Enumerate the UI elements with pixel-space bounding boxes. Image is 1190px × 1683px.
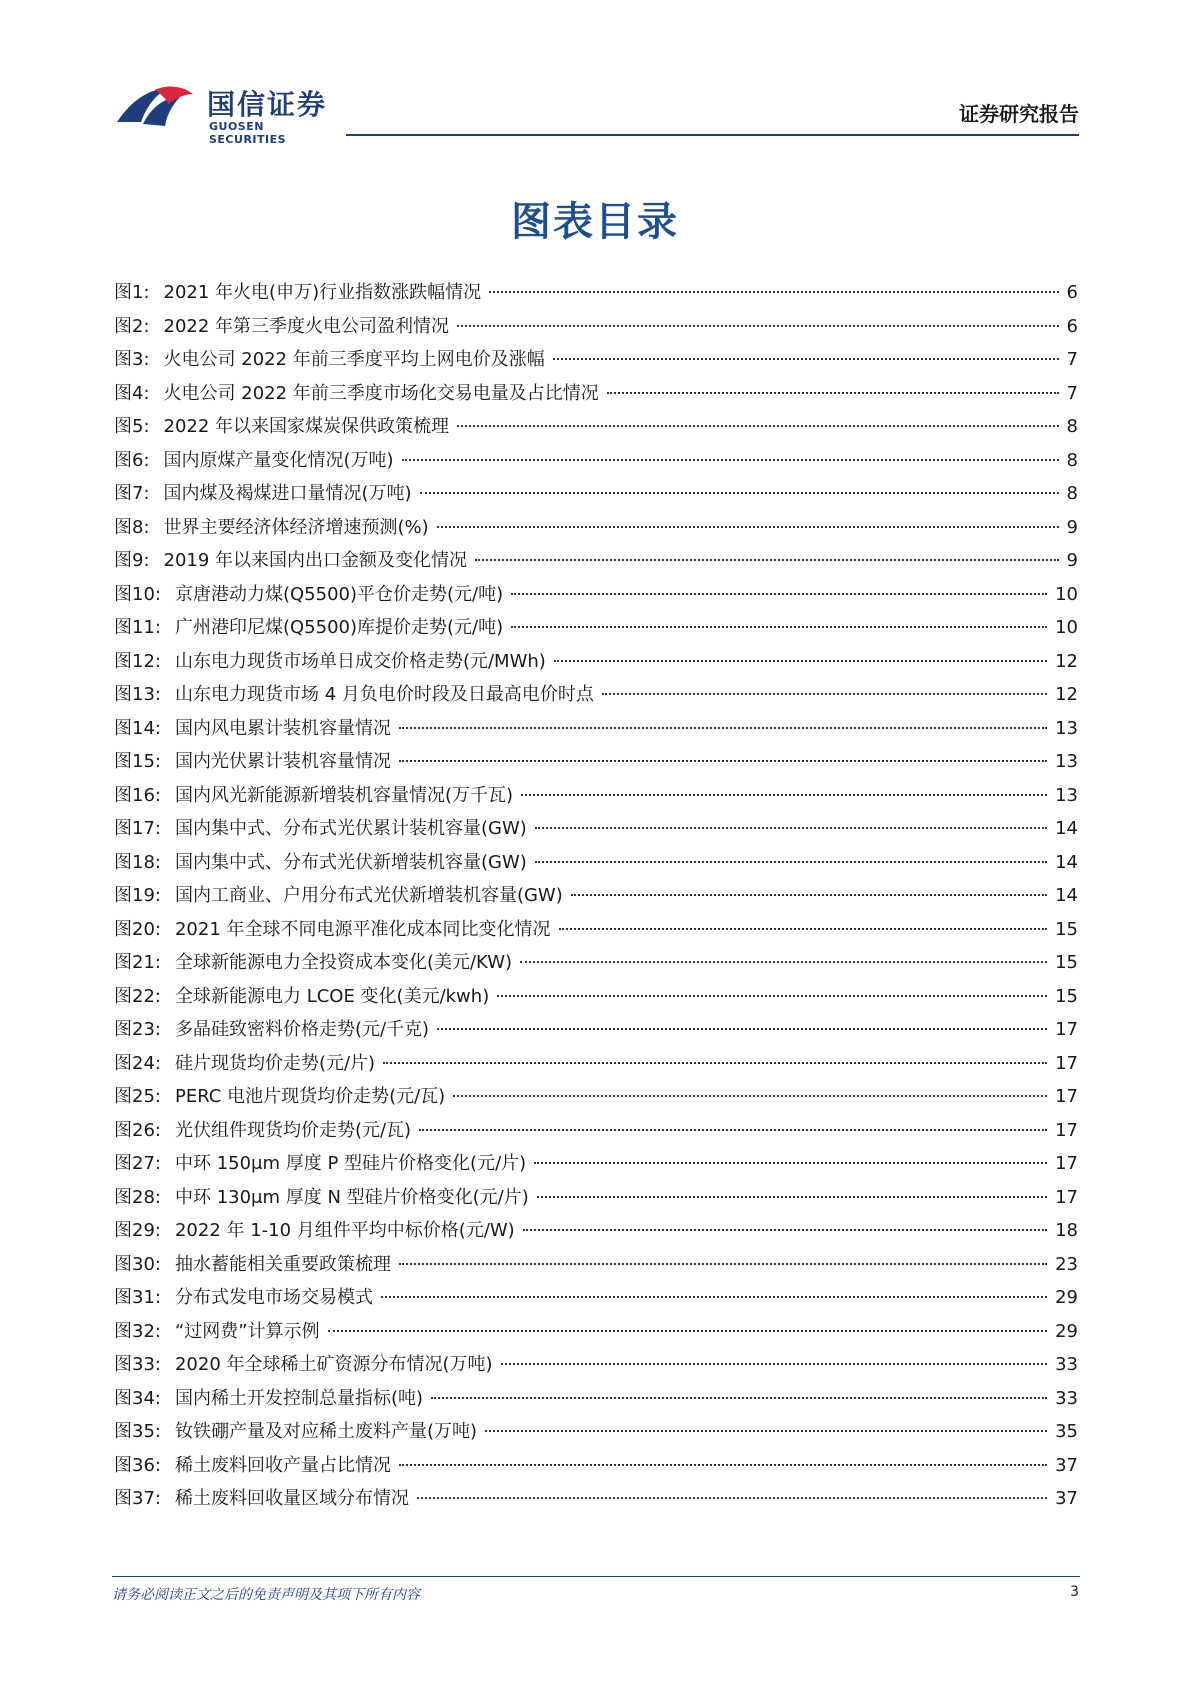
toc-page-number: 37 xyxy=(1055,1454,1078,1476)
report-type-label: 证券研究报告 xyxy=(959,102,1079,126)
toc-entry[interactable] xyxy=(114,747,1078,781)
toc-figure-number: 图14: xyxy=(114,717,161,739)
toc-figure-title: 山东电力现货市场 4 月负电价时段及日最高电价时点 xyxy=(174,684,594,705)
toc-page-number: 14 xyxy=(1055,818,1078,839)
toc-page-number: 17 xyxy=(1055,1153,1078,1174)
toc-leader-dots xyxy=(535,861,1047,863)
toc-entry[interactable] xyxy=(114,446,1078,480)
toc-figure-title: 山东电力现货市场单日成交价格走势(元/MWh) xyxy=(174,650,546,672)
toc-figure-title: “过网费”计算示例 xyxy=(174,1320,320,1342)
toc-figure-title: 国内煤及褐煤进口量情况(万吨) xyxy=(163,483,412,504)
toc-figure-title: 国内集中式、分布式光伏累计装机容量(GW) xyxy=(174,818,527,839)
toc-figure-title: 2022 年 1-10 月组件平均中标价格(元/W) xyxy=(174,1220,515,1241)
toc-leader-dots xyxy=(328,1330,1047,1332)
toc-leader-dots xyxy=(475,559,1058,561)
toc-page-number: 18 xyxy=(1055,1220,1078,1241)
toc-page-number: 33 xyxy=(1055,1387,1078,1409)
toc-page-number: 37 xyxy=(1055,1488,1078,1509)
toc-leader-dots xyxy=(553,358,1059,360)
toc-figure-title: 国内原煤产量变化情况(万吨) xyxy=(163,449,394,471)
toc-page-number: 7 xyxy=(1066,349,1078,370)
toc-figure-title: 广州港印尼煤(Q5500)库提价走势(元/吨) xyxy=(174,617,504,638)
toc-page-number: 14 xyxy=(1055,885,1078,906)
toc-entry[interactable] xyxy=(114,848,1078,882)
footer-disclaimer: 请务必阅读正文之后的免责声明及其项下所有内容 xyxy=(112,1587,420,1603)
toc-entry[interactable] xyxy=(114,1116,1078,1150)
toc-leader-dots xyxy=(399,1263,1047,1265)
toc-figure-number: 图17: xyxy=(114,818,161,839)
toc-leader-dots xyxy=(521,794,1047,796)
toc-entry[interactable] xyxy=(114,1417,1078,1451)
toc-figure-number: 图22: xyxy=(114,985,161,1007)
toc-entry[interactable] xyxy=(114,1082,1078,1116)
toc-figure-number: 图5: xyxy=(114,416,150,437)
toc-page-number: 12 xyxy=(1055,684,1078,705)
toc-entry[interactable] xyxy=(114,948,1078,982)
toc-figure-number: 图16: xyxy=(114,784,161,806)
toc-leader-dots xyxy=(419,1129,1047,1131)
toc-page-number: 17 xyxy=(1055,1119,1078,1141)
toc-page-number: 15 xyxy=(1055,985,1078,1007)
toc-entry[interactable] xyxy=(114,1049,1078,1083)
toc-figure-title: 光伏组件现货均价走势(元/瓦) xyxy=(174,1119,412,1141)
toc-figure-title: 2021 年全球不同电源平准化成本同比变化情况 xyxy=(174,918,551,940)
toc-page-number: 23 xyxy=(1055,1253,1078,1275)
toc-entry[interactable] xyxy=(114,1183,1078,1217)
toc-figure-title: 2019 年以来国内出口金额及变化情况 xyxy=(163,550,468,571)
toc-figure-number: 图32: xyxy=(114,1320,161,1342)
toc-figure-number: 图12: xyxy=(114,650,161,672)
page-number: 3 xyxy=(1070,1584,1079,1600)
toc-leader-dots xyxy=(457,325,1058,327)
toc-entry[interactable] xyxy=(114,781,1078,815)
toc-figure-number: 图24: xyxy=(114,1052,161,1074)
toc-entry[interactable] xyxy=(114,1149,1078,1183)
toc-entry[interactable] xyxy=(114,680,1078,714)
toc-leader-dots xyxy=(437,526,1059,528)
toc-figure-title: 中环 130μm 厚度 N 型硅片价格变化(元/片) xyxy=(174,1186,529,1208)
toc-figure-title: 全球新能源电力 LCOE 变化(美元/kwh) xyxy=(174,985,490,1007)
toc-leader-dots xyxy=(399,727,1047,729)
toc-figure-number: 图1: xyxy=(114,282,150,303)
toc-page-number: 13 xyxy=(1055,751,1078,772)
toc-leader-dots xyxy=(431,1397,1047,1399)
toc-entry[interactable] xyxy=(114,915,1078,949)
footer-divider xyxy=(112,1576,1080,1577)
toc-figure-number: 图34: xyxy=(114,1387,161,1409)
toc-entry[interactable] xyxy=(114,1283,1078,1317)
toc-figure-number: 图23: xyxy=(114,1019,161,1040)
toc-leader-dots xyxy=(457,425,1058,427)
guosen-logo-mark-icon xyxy=(115,82,205,132)
toc-figure-number: 图7: xyxy=(114,483,150,504)
toc-entry[interactable] xyxy=(114,412,1078,446)
toc-entry[interactable] xyxy=(114,479,1078,513)
toc-page-number: 17 xyxy=(1055,1052,1078,1074)
toc-page-number: 15 xyxy=(1055,952,1078,973)
toc-leader-dots xyxy=(523,1229,1047,1231)
toc-figure-number: 图28: xyxy=(114,1186,161,1208)
toc-leader-dots xyxy=(383,1062,1047,1064)
toc-figure-title: 国内稀土开发控制总量指标(吨) xyxy=(174,1387,424,1409)
toc-figure-number: 图15: xyxy=(114,751,161,772)
toc-leader-dots xyxy=(501,1363,1048,1365)
toc-figure-number: 图21: xyxy=(114,952,161,973)
toc-figure-title: 2020 年全球稀土矿资源分布情况(万吨) xyxy=(174,1354,493,1375)
toc-figure-title: 分布式发电市场交易模式 xyxy=(174,1287,373,1308)
toc-page-number: 33 xyxy=(1055,1354,1078,1375)
toc-figure-number: 图27: xyxy=(114,1153,161,1174)
toc-figure-number: 图20: xyxy=(114,918,161,940)
toc-page-number: 17 xyxy=(1055,1086,1078,1107)
toc-entry[interactable] xyxy=(114,982,1078,1016)
toc-figure-title: 2022 年第三季度火电公司盈利情况 xyxy=(163,315,450,337)
toc-leader-dots xyxy=(511,593,1047,595)
toc-figure-title: 国内光伏累计装机容量情况 xyxy=(174,751,391,772)
toc-figure-number: 图19: xyxy=(114,885,161,906)
toc-page-number: 6 xyxy=(1066,315,1078,337)
toc-figure-title: 国内集中式、分布式光伏新增装机容量(GW) xyxy=(174,851,527,873)
toc-leader-dots xyxy=(453,1095,1047,1097)
toc-figure-number: 图26: xyxy=(114,1119,161,1141)
toc-figure-number: 图29: xyxy=(114,1220,161,1241)
toc-page-number: 8 xyxy=(1066,416,1078,437)
toc-figure-title: 中环 150μm 厚度 P 型硅片价格变化(元/片) xyxy=(174,1153,527,1174)
toc-figure-number: 图36: xyxy=(114,1454,161,1476)
toc-page-number: 9 xyxy=(1066,550,1078,571)
toc-figure-title: 国内工商业、户用分布式光伏新增装机容量(GW) xyxy=(174,885,563,906)
toc-entry[interactable] xyxy=(114,580,1078,614)
figure-toc-list xyxy=(114,278,1078,1518)
toc-figure-title: 硅片现货均价走势(元/片) xyxy=(174,1052,376,1074)
toc-leader-dots xyxy=(381,1296,1047,1298)
toc-page-number: 10 xyxy=(1055,617,1078,638)
toc-figure-number: 图2: xyxy=(114,315,150,337)
toc-leader-dots xyxy=(420,492,1059,494)
toc-leader-dots xyxy=(402,459,1059,461)
toc-entry[interactable] xyxy=(114,613,1078,647)
toc-entry[interactable] xyxy=(114,1216,1078,1250)
toc-page-number: 17 xyxy=(1055,1186,1078,1208)
toc-entry[interactable] xyxy=(114,1317,1078,1351)
toc-figure-number: 图3: xyxy=(114,349,150,370)
toc-page-number: 17 xyxy=(1055,1019,1078,1040)
toc-page-number: 7 xyxy=(1066,382,1078,404)
toc-figure-title: 京唐港动力煤(Q5500)平仓价走势(元/吨) xyxy=(174,583,504,605)
toc-page-number: 10 xyxy=(1055,583,1078,605)
toc-page-number: 12 xyxy=(1055,650,1078,672)
toc-figure-title: 2021 年火电(申万)行业指数涨跌幅情况 xyxy=(163,282,482,303)
toc-figure-title: 稀土废料回收产量占比情况 xyxy=(174,1454,391,1476)
guosen-logo xyxy=(115,82,345,146)
toc-page-number: 8 xyxy=(1066,483,1078,504)
toc-entry[interactable] xyxy=(114,312,1078,346)
toc-entry[interactable] xyxy=(114,546,1078,580)
toc-entry[interactable] xyxy=(114,1015,1078,1049)
toc-figure-title: 世界主要经济体经济增速预测(%) xyxy=(163,516,429,538)
toc-figure-number: 图13: xyxy=(114,684,161,705)
toc-figure-title: 全球新能源电力全投资成本变化(美元/KW) xyxy=(174,952,513,973)
toc-figure-title: 国内风电累计装机容量情况 xyxy=(174,717,391,739)
toc-entry[interactable] xyxy=(114,881,1078,915)
toc-page-number: 13 xyxy=(1055,784,1078,806)
page-header xyxy=(0,0,1190,146)
toc-leader-dots xyxy=(399,760,1047,762)
page-title: 图表目录 xyxy=(511,199,679,245)
toc-figure-number: 图18: xyxy=(114,851,161,873)
toc-figure-title: 钕铁硼产量及对应稀土废料产量(万吨) xyxy=(174,1421,478,1442)
toc-leader-dots xyxy=(437,1028,1047,1030)
toc-figure-title: 国内风光新能源新增装机容量情况(万千瓦) xyxy=(174,784,514,806)
toc-figure-number: 图9: xyxy=(114,550,150,571)
toc-entry[interactable] xyxy=(114,379,1078,413)
toc-page-number: 13 xyxy=(1055,717,1078,739)
toc-entry[interactable] xyxy=(114,714,1078,748)
toc-figure-number: 图33: xyxy=(114,1354,161,1375)
toc-page-number: 29 xyxy=(1055,1287,1078,1308)
toc-page-number: 35 xyxy=(1055,1421,1078,1442)
toc-entry[interactable] xyxy=(114,1350,1078,1384)
toc-page-number: 29 xyxy=(1055,1320,1078,1342)
toc-entry[interactable] xyxy=(114,1250,1078,1284)
toc-entry[interactable] xyxy=(114,1451,1078,1485)
toc-page-number: 6 xyxy=(1066,282,1078,303)
toc-figure-title: 多晶硅致密料价格走势(元/千克) xyxy=(174,1019,430,1040)
toc-page-number: 14 xyxy=(1055,851,1078,873)
toc-leader-dots xyxy=(607,392,1059,394)
toc-leader-dots xyxy=(534,1162,1047,1164)
toc-leader-dots xyxy=(489,291,1058,293)
toc-leader-dots xyxy=(602,693,1047,695)
toc-figure-number: 图8: xyxy=(114,516,150,538)
toc-leader-dots xyxy=(417,1497,1047,1499)
toc-entry[interactable] xyxy=(114,345,1078,379)
toc-figure-number: 图25: xyxy=(114,1086,161,1107)
toc-entry[interactable] xyxy=(114,1484,1078,1518)
toc-leader-dots xyxy=(535,827,1047,829)
toc-figure-number: 图35: xyxy=(114,1421,161,1442)
toc-page-number: 8 xyxy=(1066,449,1078,471)
toc-entry[interactable] xyxy=(114,278,1078,312)
logo-english-name: GUOSEN SECURITIES xyxy=(209,120,287,146)
toc-leader-dots xyxy=(537,1196,1047,1198)
toc-figure-number: 图30: xyxy=(114,1253,161,1275)
toc-leader-dots xyxy=(497,995,1047,997)
toc-figure-number: 图11: xyxy=(114,617,161,638)
header-divider xyxy=(346,134,1079,136)
toc-leader-dots xyxy=(399,1464,1047,1466)
toc-page-number: 9 xyxy=(1066,516,1078,538)
toc-figure-title: 火电公司 2022 年前三季度市场化交易电量及占比情况 xyxy=(163,382,599,404)
toc-figure-title: 抽水蓄能相关重要政策梳理 xyxy=(174,1253,391,1275)
toc-leader-dots xyxy=(559,928,1048,930)
toc-leader-dots xyxy=(554,660,1047,662)
toc-figure-number: 图4: xyxy=(114,382,150,404)
toc-figure-title: 火电公司 2022 年前三季度平均上网电价及涨幅 xyxy=(163,349,545,370)
toc-figure-title: PERC 电池片现货均价走势(元/瓦) xyxy=(174,1086,446,1107)
toc-figure-number: 图6: xyxy=(114,449,150,471)
toc-figure-title: 稀土废料回收量区域分布情况 xyxy=(174,1488,409,1509)
toc-leader-dots xyxy=(571,894,1047,896)
toc-entry[interactable] xyxy=(114,814,1078,848)
toc-leader-dots xyxy=(485,1430,1047,1432)
toc-figure-number: 图31: xyxy=(114,1287,161,1308)
toc-entry[interactable] xyxy=(114,1384,1078,1418)
toc-figure-title: 2022 年以来国家煤炭保供政策梳理 xyxy=(163,416,450,437)
logo-chinese-name: 国信证券 xyxy=(207,88,328,121)
toc-leader-dots xyxy=(511,626,1047,628)
toc-entry[interactable] xyxy=(114,647,1078,681)
toc-page-number: 15 xyxy=(1055,918,1078,940)
toc-figure-number: 图10: xyxy=(114,583,161,605)
toc-leader-dots xyxy=(520,961,1047,963)
toc-figure-number: 图37: xyxy=(114,1488,161,1509)
toc-entry[interactable] xyxy=(114,513,1078,547)
